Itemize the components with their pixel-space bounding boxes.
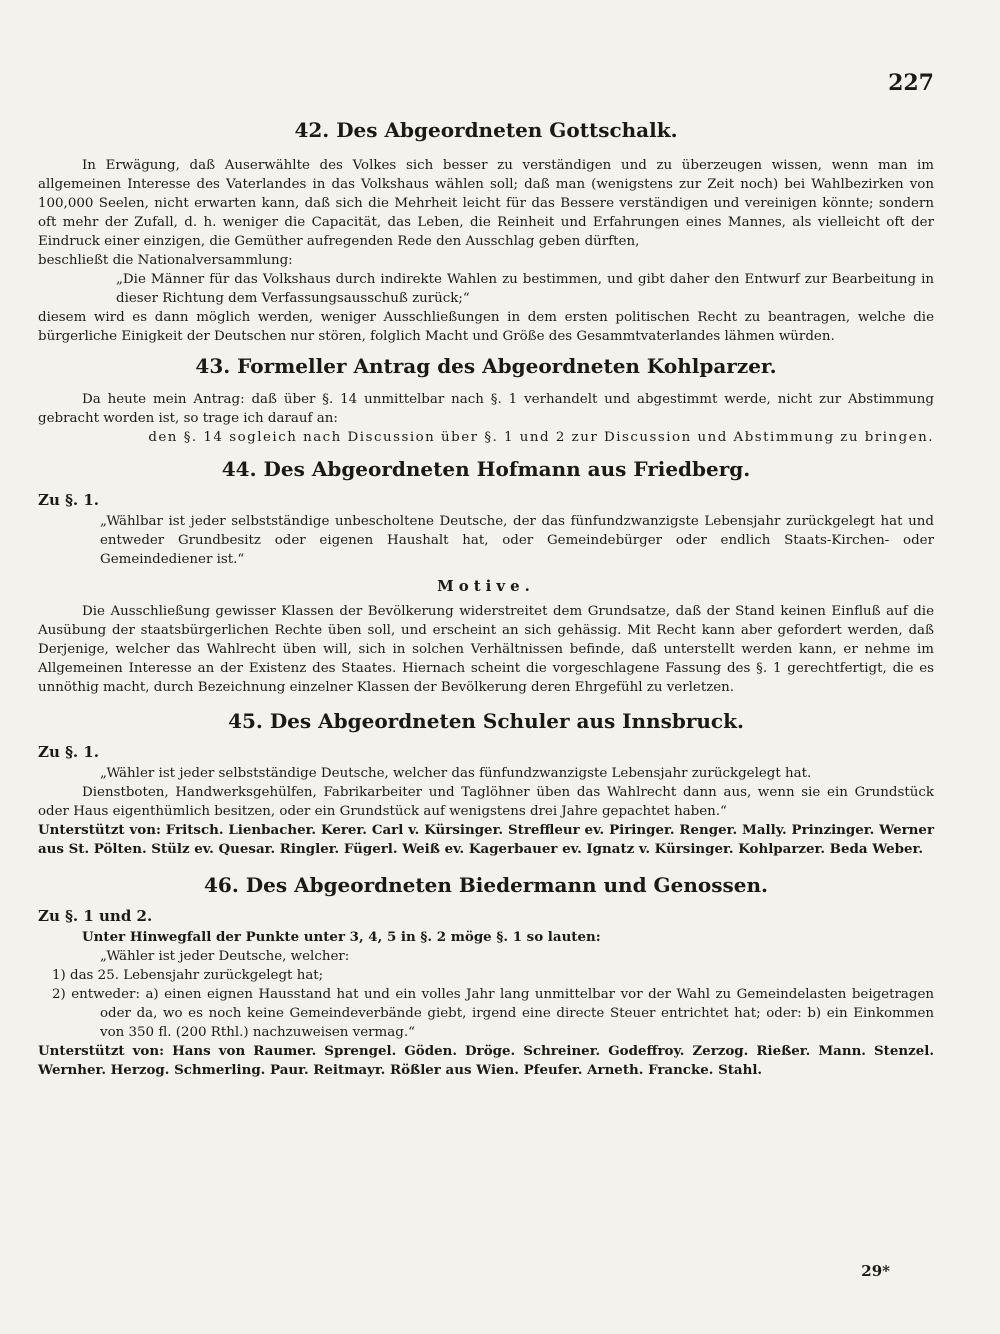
section-43 <box>38 354 934 447</box>
paragraph-ref: Zu §. 1. <box>38 743 100 761</box>
section-heading: 42. Des Abgeordneten Gottschalk. <box>294 118 678 142</box>
section-heading: 43. Formeller Antrag des Abgeordneten Kohlparzer. <box>195 354 777 378</box>
paragraph-ref: Zu §. 1 und 2. <box>38 907 153 925</box>
paragraph: In Erwägung, daß Auserwählte des Volkes sich besser zu verständigen und zu überzeugen wissen, wenn man im allgemeinen Interesse des Vaterlandes in das Volkshaus wählen soll; daß man (wenigstens zur Zeit noch) bei Wahlbezirken von 100,000 Seelen, nicht erwarten kann, daß sich die Mehrheit leicht für das Bessere verständigen und vereinigen könnte; sondern oft mehr der Zufall, d. h. weniger die Capacität, das Leben, die Reinheit und Erfahrungen eines Mannes, als vielleicht oft der Eindruck einer einzigen, die Gemüther aufregenden Rede den Ausschlag geben dürften, <box>38 158 934 249</box>
page-signature: 29* <box>861 1262 890 1280</box>
paragraph: diesem wird es dann möglich werden, weniger Ausschließungen in dem ersten politischen Recht zu beantragen, welche die bürgerliche Einigkeit der Deutschen nur stören, folglich Macht und Größe des Gesammtvaterlandes lähmen würden. <box>38 310 934 344</box>
paragraph: beschließt die Nationalversammlung: <box>38 253 293 268</box>
quote: „Wählbar ist jeder selbstständige unbescholtene Deutsche, der das fünfundzwanzigste Lebensjahr zurückgelegt hat und entweder Grundbesitz oder eigenen Haushalt hat, oder Gemeindebürger oder endlich Staats-Kirchen- oder Gemeindediener ist.“ <box>100 514 934 567</box>
quote: „Die Männer für das Volkshaus durch indirekte Wahlen zu bestimmen, und gibt daher den Entwurf zur Bearbeitung in dieser Richtung dem Verfassungsausschuß zurück;“ <box>116 272 934 306</box>
section-heading: 45. Des Abgeordneten Schuler aus Innsbruck. <box>228 709 744 733</box>
section-42 <box>38 118 934 346</box>
paragraph: Die Ausschließung gewisser Klassen der Bevölkerung widerstreitet dem Grundsatze, daß der Stand keinen Einfluß auf die Ausübung der staatsbürgerlichen Rechte üben soll, und erscheint an sich gehässig. Mit Recht kann aber gefordert werden, daß Derjenige, welcher das Wahlrecht üben will, sich in solchen Verhältnissen befinde, daß unterstellt werden kann, er nehme im Allgemeinen Interesse an der Existenz des Staates. Hiernach scheint die vorgeschlagene Fassung des §. 1 gerechtfertigt, die es unnöthig macht, durch Bezeichnung einzelner Klassen der Bevölkerung deren Ehrgefühl zu verletzen. <box>38 604 934 695</box>
section-heading: 46. Des Abgeordneten Biedermann und Genossen. <box>204 873 768 897</box>
section-heading: 44. Des Abgeordneten Hofmann aus Friedberg. <box>221 457 751 481</box>
quote: „Wähler ist jeder Deutsche, welcher: <box>100 949 350 964</box>
paragraph-ref: Zu §. 1. <box>38 491 100 509</box>
paragraph: Dienstboten, Handwerksgehülfen, Fabrikarbeiter und Taglöhner üben das Wahlrecht dann aus, wenn sie ein Grundstück oder Haus eigenthümlich besitzen, oder ein Grundstück auf wenigstens drei Jahre gepachtet haben.“ <box>38 785 934 819</box>
section-45 <box>38 709 934 859</box>
list-item: 1) das 25. Lebensjahr zurückgelegt hat; <box>52 968 324 983</box>
quote: „Wähler ist jeder selbstständige Deutsche, welcher das fünfundzwanzigste Lebensjahr zurückgelegt hat. <box>100 766 812 781</box>
paragraph: den §. 14 sogleich nach Discussion über §. 1 und 2 zur Discussion und Abstimmung zu bringen. <box>148 430 934 445</box>
paragraph: Unter Hinwegfall der Punkte unter 3, 4, 5 in §. 2 möge §. 1 so lauten: <box>82 929 601 945</box>
paragraph: Da heute mein Antrag: daß über §. 14 unmittelbar nach §. 1 verhandelt und abgestimmt werde, nicht zur Abstimmung gebracht worden ist, so trage ich darauf an: <box>38 392 934 426</box>
list-item: 2) entweder: a) einen eignen Hausstand hat und ein volles Jahr lang unmittelbar vor der Wahl zu Gemeindelasten beigetragen oder da, wo es noch keine Gemeindeverbände giebt, irgend eine directe Steuer entrichtet hat; oder: b) ein Einkommen von 350 fl. (200 Rthl.) nachzuweisen vermag.“ <box>52 987 934 1040</box>
supporters: Unterstützt von: Fritsch. Lienbacher. Kerer. Carl v. Kürsinger. Streffleur ev. Piringer. Renger. Mally. Prinzinger. Werner aus St. Pölten. Stülz ev. Quesar. Ringler. Fügerl. Weiß ev. Kagerbauer ev. Ignatz v. Kürsinger. Kohlparzer. Beda Weber. <box>38 822 934 857</box>
section-44 <box>38 457 934 697</box>
section-46 <box>38 873 934 1080</box>
motive-heading: Motive. <box>437 577 535 595</box>
supporters: Unterstützt von: Hans von Raumer. Sprengel. Göden. Dröge. Schreiner. Godeffroy. Zerzog. Rießer. Mann. Stenzel. Wernher. Herzog. Schmerling. Paur. Reitmayr. Rößler aus Wien. Pfeufer. Arneth. Francke. Stahl. <box>38 1043 934 1078</box>
page-number: 227 <box>888 70 934 96</box>
